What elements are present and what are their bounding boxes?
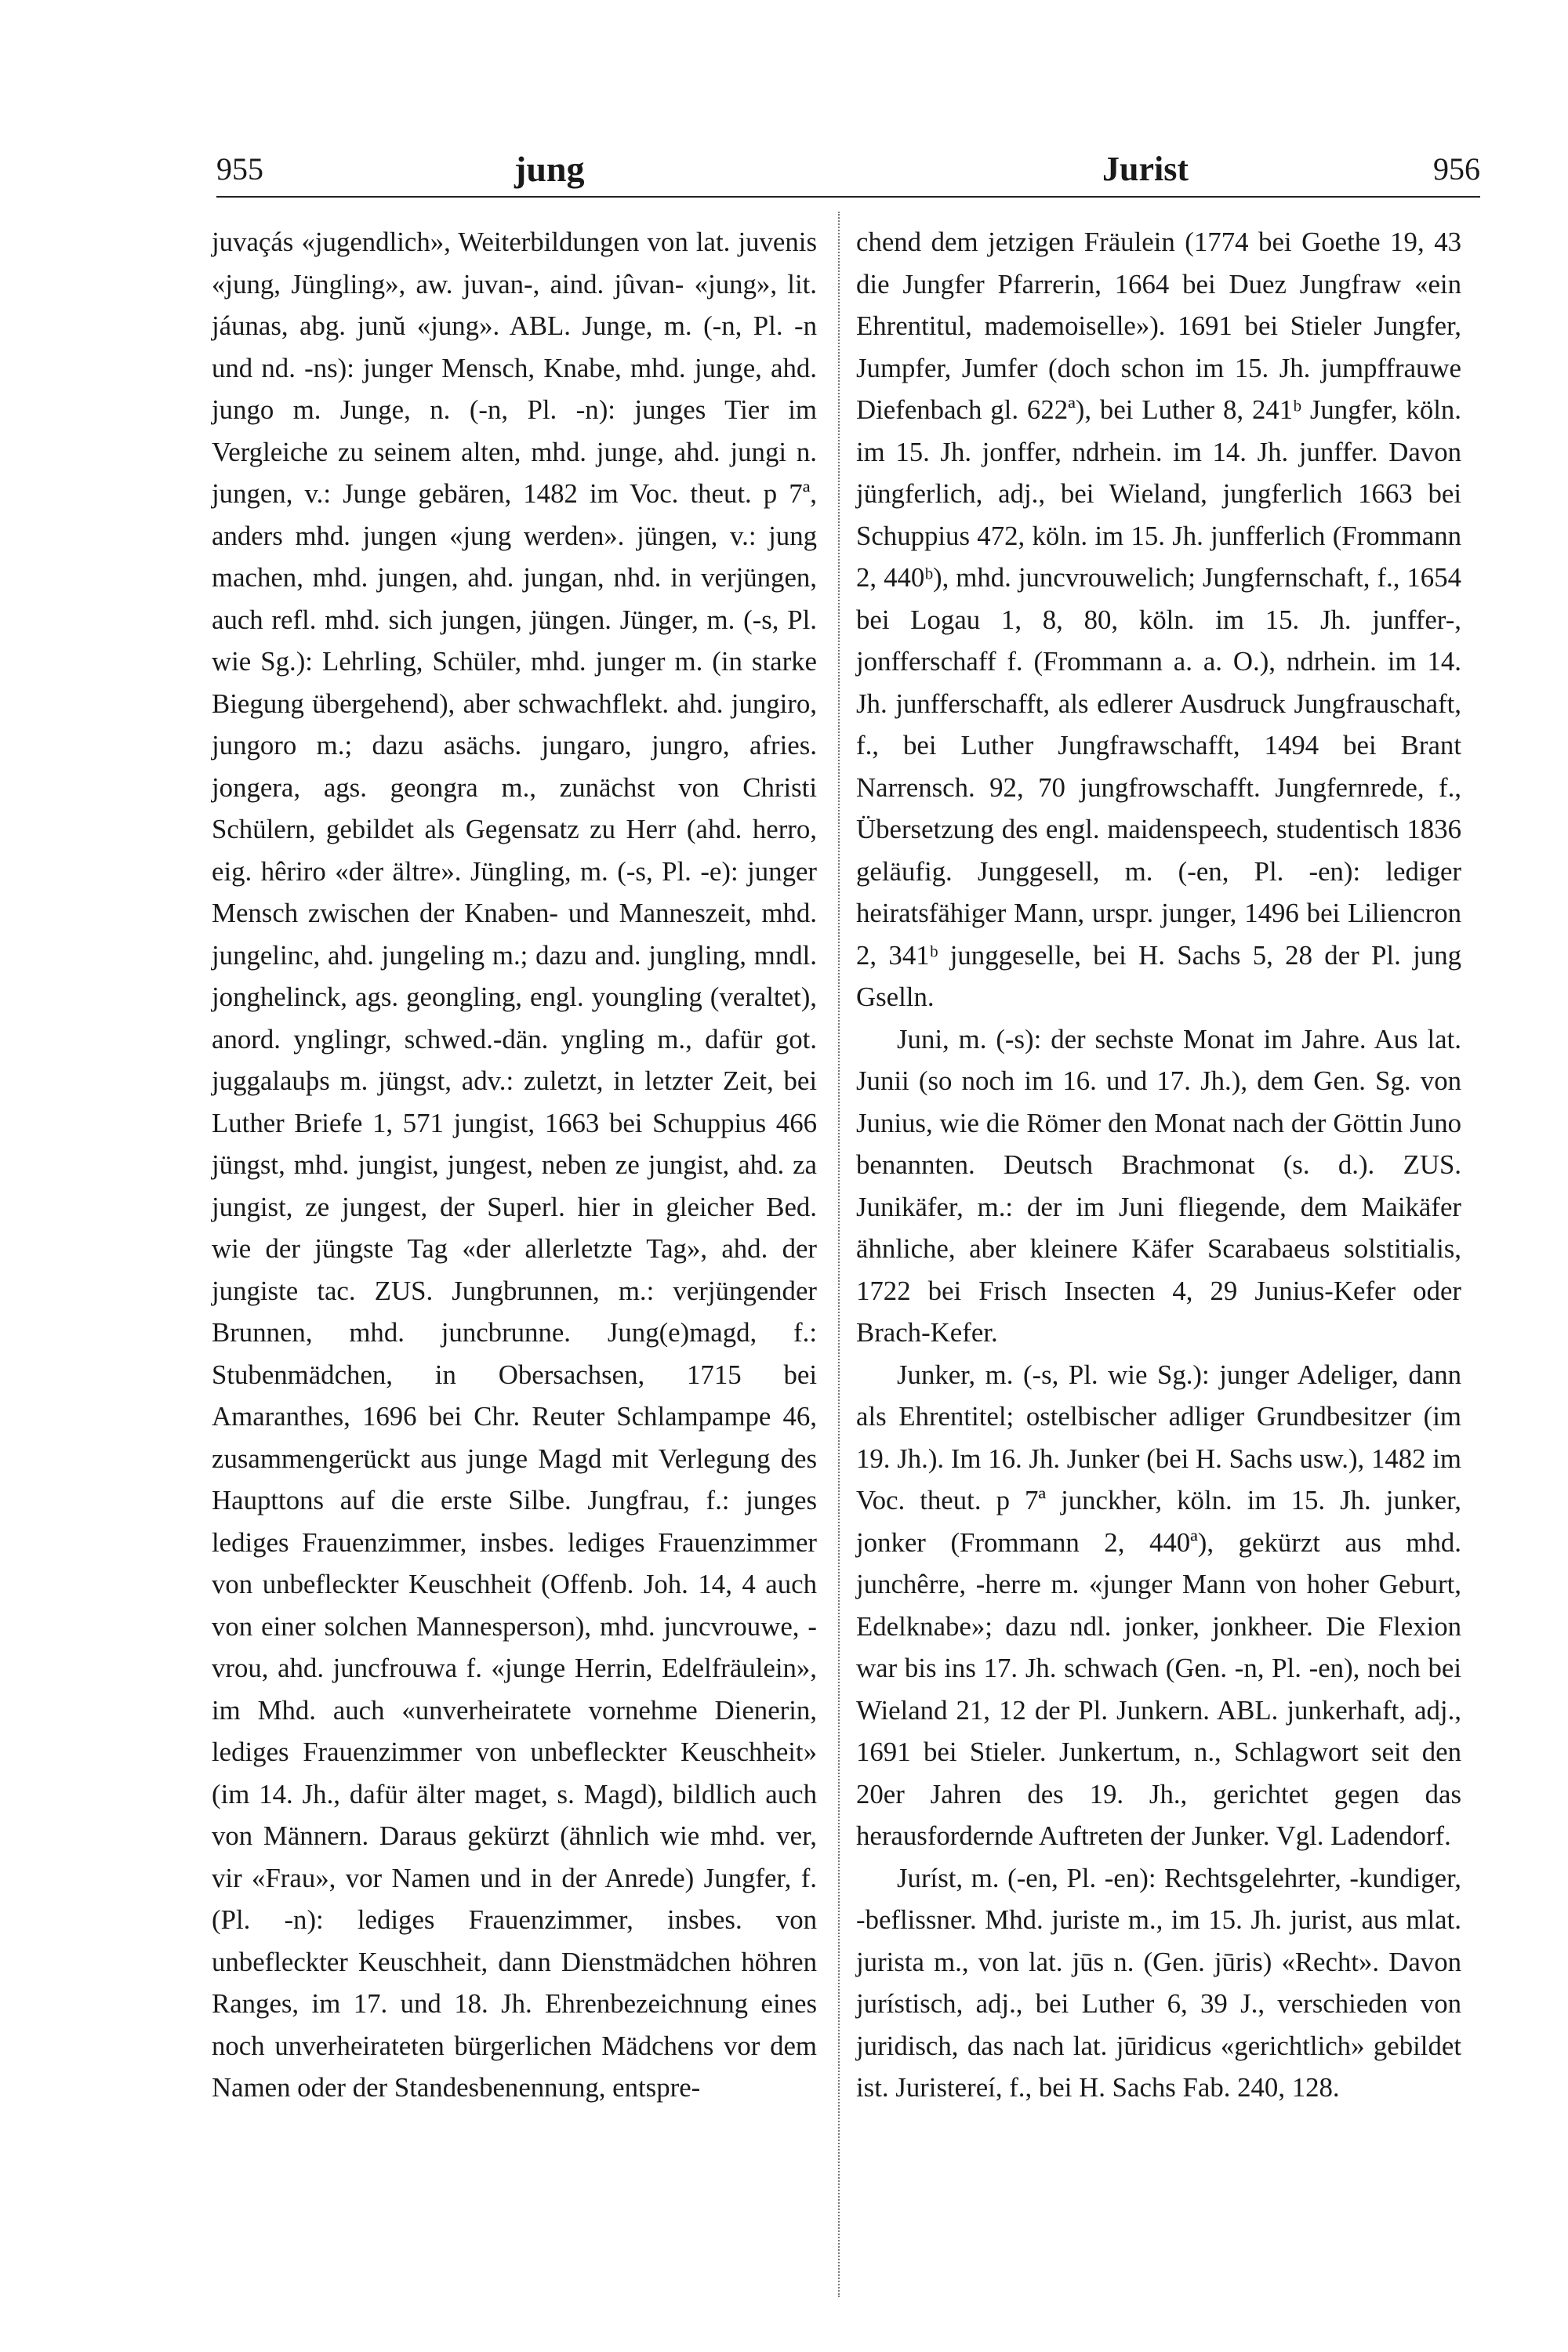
right-page-number: 956	[1433, 151, 1480, 187]
paragraph: juvaçás «jugendlich», Weiterbildungen von lat. juvenis «jung, Jüngling», aw. juvan-, aind. jûvan- «jung», lit. jáunas, abg. junŭ «jung». ABL. Junge, m. (-n, Pl. -n und nd. -ns): junger Mensch, Knabe, mhd. junge, ahd. jungo m. Junge, n. (-n, Pl. -n): junges Tier im Vergleiche zu seinem alten, mhd. junge, ahd. jungi n. jungen, v.: Junge gebären, 1482 im Voc. theut. p 7ª, anders mhd. jungen «jung werden». jüngen, v.: jung machen, mhd. jungen, ahd. jungan, nhd. in verjüngen, auch refl. mhd. sich jungen, jüngen. Jünger, m. (-s, Pl. wie Sg.): Lehrling, Schüler, mhd. junger m. (in starke Biegung übergehend), aber schwachflekt. ahd. jungiro, jungoro m.; dazu asächs. jungaro, jungro, afries. jongera, ags. geongra m., zunächst von Christi Schülern, gebildet als Gegensatz zu Herr (ahd. herro, eig. hêriro «der ältre». Jüngling, m. (-s, Pl. -e): junger Mensch zwischen der Knaben- und Manneszeit, mhd. jungelinc, ahd. jungeling m.; dazu and. jungling, mndl. jonghelinck, ags. geongling, engl. youngling (veraltet), anord. ynglingr, schwed.-dän. yngling m., dafür got. juggalauþs m. jüngst, adv.: zuletzt, in letzter Zeit, bei Luther Briefe 1, 571 jungist, 1663 bei Schuppius 466 jüngst, mhd. jungist, jungest, neben ze jungist, ahd. za jungist, ze jungest, der Superl. hier in gleicher Bed. wie der jüngste Tag «der allerletzte Tag», ahd. der jungiste tac. ZUS. Jungbrunnen, m.: verjüngender Brunnen, mhd. juncbrunne. Jung(e)magd, f.: Stubenmädchen, in Obersachsen, 1715 bei Amaranthes, 1696 bei Chr. Reuter Schlampampe 46, zusammengerückt aus junge Magd mit Verlegung des Haupttons auf die erste Silbe. Jungfrau, f.: junges lediges Frauenzimmer, insbes. lediges Frauenzimmer von unbefleckter Keuschheit (Offenb. Joh. 14, 4 auch von einer solchen Mannesperson), mhd. juncvrouwe, -vrou, ahd. juncfrouwa f. «junge Herrin, Edelfräulein», im Mhd. auch «unverheiratete vornehme Dienerin, lediges Frauenzimmer von unbefleckter Keuschheit» (im 14. Jh., dafür älter maget, s. Magd), bildlich auch von Männern. Daraus gekürzt (ähnlich wie mhd. ver, vir «Frau», vor Namen und in der Anrede) Jungfer, f. (Pl. -n): lediges Frauenzimmer, insbes. von unbefleckter Keuschheit, dann Dienstmädchen höhren Ranges, im 17. und 18. Jh. Ehrenbezeichnung eines noch unverheirateten bürgerlichen Mädchens vor dem Namen oder der Standesbenennung, entspre-	[212, 227, 817, 2103]
left-page-number: 955	[216, 151, 263, 187]
entry-junker: Junker, m. (-s, Pl. wie Sg.): junger Adeliger, dann als Ehrentitel; ostelbischer adliger Grundbesitzer (im 19. Jh.). Im 16. Jh. Junker (bei H. Sachs usw.), 1482 im Voc. theut. p 7ª junckher, köln. im 15. Jh. junker, jonker (Frommann 2, 440ª), gekürzt aus mhd. junchêrre, -herre m. «junger Mann von hoher Geburt, Edelknabe»; dazu ndl. jonker, jonkheer. Die Flexion war bis ins 17. Jh. schwach (Gen. -n, Pl. -en), noch bei Wieland 21, 12 der Pl. Junkern. ABL. junkerhaft, adj., 1691 bei Stieler. Junkertum, n., Schlagwort seit den 20er Jahren des 19. Jh., gerichtet gegen das herausfordernde Auftreten der Junker. Vgl. Ladendorf.	[856, 1359, 1461, 1851]
entry-jurist: Juríst, m. (-en, Pl. -en): Rechtsgelehrter, -kundiger, -beflissner. Mhd. juriste m., im 15. Jh. jurist, aus mlat. jurista m., von lat. jūs n. (Gen. jūris) «Recht». Davon jurístisch, adj., bei Luther 6, 39 J., verschieden von juridisch, das nach lat. jūridicus «gerichtlich» gebildet ist. Juristereí, f., bei H. Sachs Fab. 240, 128.	[856, 1862, 1461, 2103]
entry-juni: Juni, m. (-s): der sechste Monat im Jahre. Aus lat. Junii (so noch im 16. und 17. Jh.), dem Gen. Sg. von Junius, wie die Römer den Monat nach der Göttin Juno benannten. Deutsch Brachmonat (s. d.). ZUS. Junikäfer, m.: der im Juni fliegende, dem Maikäfer ähnliche, aber kleinere Käfer Scarabaeus solstitialis, 1722 bei Frisch Insecten 4, 29 Junius-Kefer oder Brach-Kefer.	[856, 1023, 1461, 1348]
paragraph: chend dem jetzigen Fräulein (1774 bei Goethe 19, 43 die Jungfer Pfarrerin, 1664 bei Duez Jungfraw «ein Ehrentitul, mademoiselle»). 1691 bei Stieler Jungfer, Jumpfer, Jumfer (doch schon im 15. Jh. jumpffrauwe Diefenbach gl. 622ª), bei Luther 8, 241ᵇ Jungfer, köln. im 15. Jh. jonffer, ndrhein. im 14. Jh. junffer. Davon jüngferlich, adj., bei Wieland, jungferlich 1663 bei Schuppius 472, köln. im 15. Jh. junfferlich (Frommann 2, 440ᵇ), mhd. juncvrouwelich; Jungfernschaft, f., 1654 bei Logau 1, 8, 80, köln. im 15. Jh. junffer-, jonfferschaff f. (Frommann a. a. O.), ndrhein. im 14. Jh. junfferschafft, als edlerer Ausdruck Jungfrauschaft, f., bei Luther Jungfrawschafft, 1494 bei Brant Narrensch. 92, 70 jungfrowschafft. Jungfernrede, f., Übersetzung des engl. maidenspeech, studentisch 1836 geläufig. Junggesell, m. (-en, Pl. -en): lediger heiratsfähiger Mann, urspr. junger, 1496 bei Liliencron 2, 341ᵇ junggeselle, bei H. Sachs 5, 28 der Pl. jung Gselln.	[856, 227, 1461, 1012]
header-rule	[216, 196, 1480, 198]
right-guide-word: Jurist	[1102, 150, 1189, 188]
left-column	[212, 221, 817, 2109]
column-divider	[838, 212, 840, 2297]
right-column	[856, 221, 1461, 2109]
left-guide-word: jung	[514, 149, 585, 189]
page-header	[216, 151, 1480, 198]
